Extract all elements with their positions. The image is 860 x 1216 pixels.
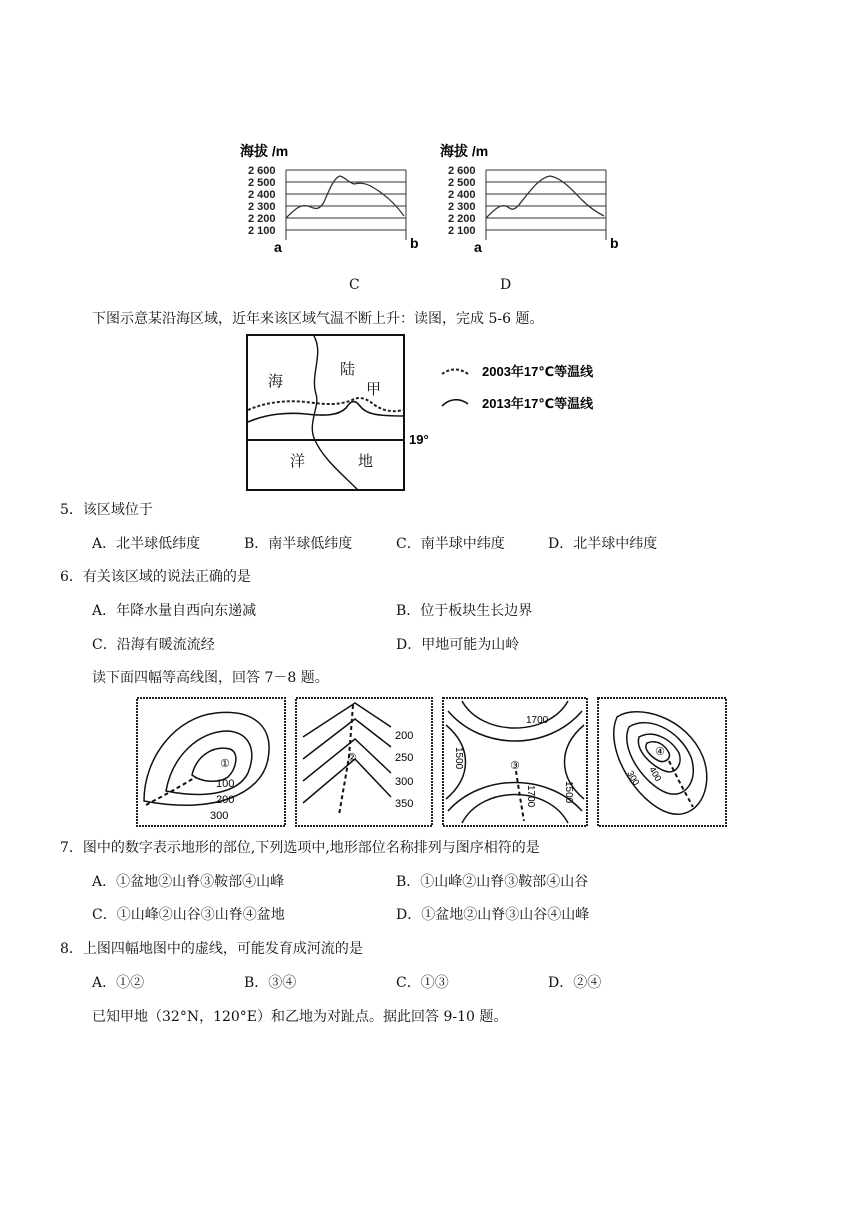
contour-label-300: 300 bbox=[210, 810, 229, 822]
tick-2100: 2 100 bbox=[448, 225, 476, 237]
q6-option-b: B．位于板块生长边界 bbox=[396, 603, 533, 619]
end-a: a bbox=[274, 239, 282, 255]
q6-option-a: A．年降水量自西向东递减 bbox=[92, 603, 257, 619]
q8-option-c: C．①③ bbox=[396, 975, 449, 991]
tick-2600: 2 600 bbox=[248, 165, 276, 177]
coastal-map bbox=[246, 334, 626, 494]
tick-2500: 2 500 bbox=[248, 177, 276, 189]
legend-2003-line bbox=[442, 370, 468, 375]
q5-option-a: A．北半球低纬度 bbox=[92, 536, 201, 552]
intro-9-10: 已知甲地（32°N，120°E）和乙地为对趾点。据此回答 9-10 题。 bbox=[92, 1009, 508, 1025]
q5-option-d: D．北半球中纬度 bbox=[548, 536, 658, 552]
profile-ylabel: 海拔 /m bbox=[240, 143, 289, 159]
marker-2: ② bbox=[347, 752, 357, 764]
contour-label-1500-right: 1500 bbox=[563, 781, 574, 804]
marker-3: ③ bbox=[510, 760, 520, 772]
q7-option-a: A．①盆地②山脊③鞍部④山峰 bbox=[92, 874, 285, 890]
q8-option-d: D．②④ bbox=[548, 975, 602, 991]
contour-label-350: 350 bbox=[395, 798, 414, 810]
contour-label-400: 400 bbox=[647, 765, 664, 784]
label-c: C bbox=[349, 277, 360, 293]
contour-label-100: 100 bbox=[216, 778, 235, 790]
contour-label-1700-top: 1700 bbox=[526, 715, 549, 726]
q7-option-d: D．①盆地②山脊③山谷④山峰 bbox=[396, 907, 590, 923]
contour-label-300: 300 bbox=[395, 776, 414, 788]
legend-2013: 2013年17℃等温线 bbox=[482, 396, 594, 411]
q7-stem: 7．图中的数字表示地形的部位,下列选项中,地形部位名称排列与图序相符的是 bbox=[60, 840, 540, 856]
marker-1: ① bbox=[220, 758, 230, 770]
q6-option-d: D．甲地可能为山岭 bbox=[396, 637, 520, 653]
contour-label-300: 300 bbox=[625, 769, 642, 788]
latitude-label: 19° bbox=[409, 432, 429, 447]
contour-label-200: 200 bbox=[395, 730, 414, 742]
isotherm-2013 bbox=[248, 402, 403, 422]
contour-label-1700-bottom: 1700 bbox=[525, 785, 536, 808]
q7-option-b: B．①山峰②山脊③鞍部④山谷 bbox=[396, 874, 589, 890]
q8-option-b: B．③④ bbox=[244, 975, 297, 991]
tick-2200: 2 200 bbox=[448, 213, 476, 225]
tick-2400: 2 400 bbox=[448, 189, 476, 201]
contour-label-250: 250 bbox=[395, 752, 414, 764]
char-di: 地 bbox=[358, 453, 374, 470]
tick-2300: 2 300 bbox=[248, 201, 276, 213]
q7-option-c: C．①山峰②山谷③山脊④盆地 bbox=[92, 907, 285, 923]
contour-map-4 bbox=[597, 697, 727, 827]
contour-label-1500-left: 1500 bbox=[453, 747, 464, 770]
profile-chart-d bbox=[438, 140, 623, 260]
legend-2003: 2003年17℃等温线 bbox=[482, 364, 594, 379]
end-b: b bbox=[410, 235, 419, 251]
end-b: b bbox=[610, 235, 619, 251]
marker-4: ④ bbox=[655, 746, 665, 758]
char-hai: 海 bbox=[268, 373, 284, 390]
contour-map-2 bbox=[295, 697, 433, 827]
end-a: a bbox=[474, 239, 482, 255]
char-jia: 甲 bbox=[366, 381, 382, 398]
isotherm-2003 bbox=[248, 398, 403, 411]
tick-2300: 2 300 bbox=[448, 201, 476, 213]
tick-2500: 2 500 bbox=[448, 177, 476, 189]
profile-ylabel: 海拔 /m bbox=[440, 143, 489, 159]
char-lu: 陆 bbox=[340, 361, 356, 378]
contour-label-200: 200 bbox=[216, 794, 235, 806]
char-yang: 洋 bbox=[290, 453, 306, 470]
tick-2600: 2 600 bbox=[448, 165, 476, 177]
contour-map-1 bbox=[136, 697, 286, 827]
intro-7-8: 读下面四幅等高线图，回答 7－8 题。 bbox=[92, 670, 329, 686]
contour-map-3 bbox=[442, 697, 588, 827]
tick-2200: 2 200 bbox=[248, 213, 276, 225]
tick-2100: 2 100 bbox=[248, 225, 276, 237]
q6-option-c: C．沿海有暖流流经 bbox=[92, 637, 215, 653]
tick-2400: 2 400 bbox=[248, 189, 276, 201]
q8-stem: 8．上图四幅地图中的虚线，可能发育成河流的是 bbox=[60, 941, 363, 957]
profile-chart-c bbox=[238, 140, 423, 260]
q5-stem: 5．该区域位于 bbox=[60, 502, 153, 518]
q5-option-b: B．南半球低纬度 bbox=[244, 536, 353, 552]
label-d: D bbox=[500, 277, 512, 293]
intro-5-6: 下图示意某沿海区域，近年来该区域气温不断上升：读图，完成 5-6 题。 bbox=[92, 311, 544, 327]
legend-2013-line bbox=[442, 400, 468, 406]
q6-stem: 6．有关该区域的说法正确的是 bbox=[60, 569, 251, 585]
q5-option-c: C．南半球中纬度 bbox=[396, 536, 505, 552]
q8-option-a: A．①② bbox=[92, 975, 145, 991]
